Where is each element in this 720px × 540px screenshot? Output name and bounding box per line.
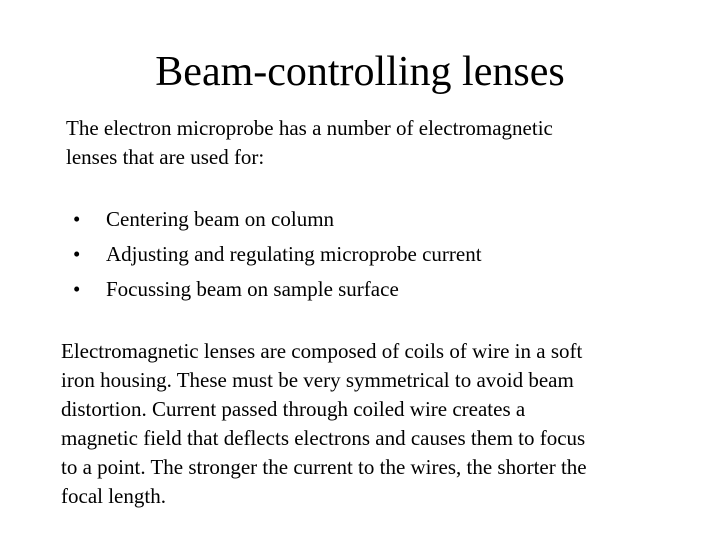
body-line: distortion. Current passed through coiled wire creates a bbox=[61, 397, 526, 421]
bullet-item bbox=[70, 272, 482, 307]
intro-paragraph bbox=[66, 114, 666, 172]
bullet-marker: • bbox=[73, 207, 81, 231]
intro-line: The electron microprobe has a number of electromagnetic bbox=[66, 116, 553, 140]
body-line: magnetic field that deflects electrons and causes them to focus bbox=[61, 426, 586, 450]
body-line: to a point. The stronger the current to the wires, the shorter the bbox=[61, 455, 587, 479]
bullet-marker: • bbox=[73, 277, 81, 301]
bullet-item bbox=[70, 202, 482, 237]
bullet-marker: • bbox=[73, 242, 81, 266]
bullet-text: Centering beam on column bbox=[106, 207, 335, 231]
slide-title: Beam-controlling lenses bbox=[155, 49, 565, 95]
bullet-text: Adjusting and regulating microprobe current bbox=[106, 242, 482, 266]
intro-line: lenses that are used for: bbox=[66, 145, 265, 169]
body-paragraph bbox=[61, 337, 701, 511]
bullet-item bbox=[70, 237, 482, 272]
body-line: iron housing. These must be very symmetrical to avoid beam bbox=[61, 368, 574, 392]
body-line: focal length. bbox=[61, 484, 166, 508]
bullet-list bbox=[70, 202, 482, 307]
body-line: Electromagnetic lenses are composed of coils of wire in a soft bbox=[61, 339, 583, 363]
bullet-text: Focussing beam on sample surface bbox=[106, 277, 399, 301]
